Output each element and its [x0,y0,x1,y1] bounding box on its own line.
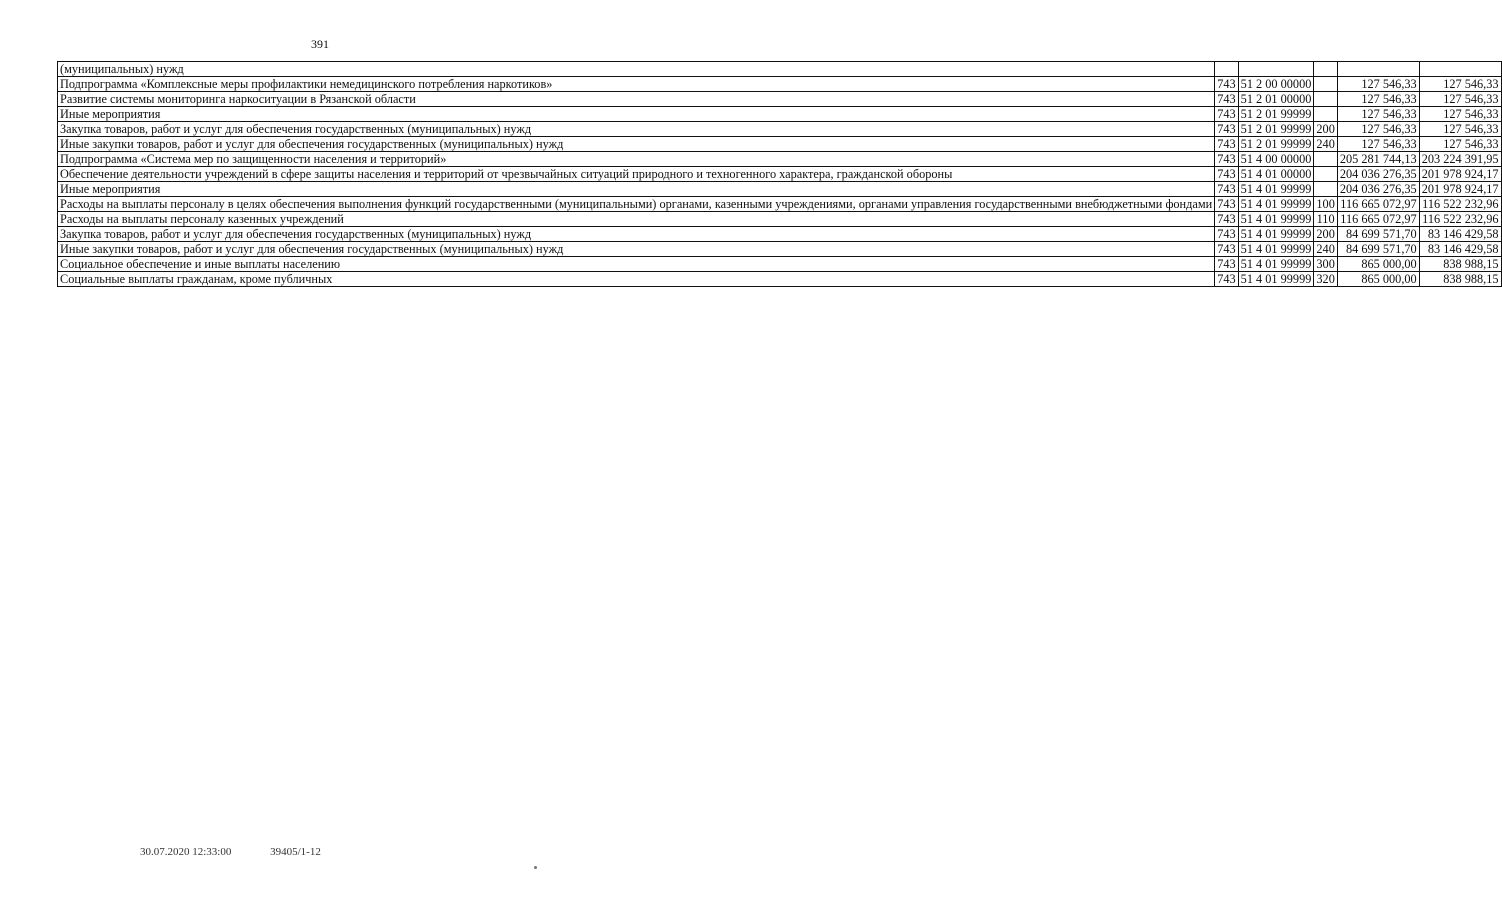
row-name-cell: Подпрограмма «Система мер по защищенности населения и территорий» [58,152,1215,167]
row-department-code-cell: 743 [1215,152,1238,167]
row-amount-executed-cell: 127 546,33 [1419,77,1501,92]
row-amount-executed-cell: 127 546,33 [1419,137,1501,152]
row-expense-type-cell: 200 [1314,122,1337,137]
row-amount-executed-cell: 838 988,15 [1419,272,1501,287]
row-amount-planned-cell: 84 699 571,70 [1337,242,1419,257]
row-expense-type-cell [1314,107,1337,122]
row-department-code-cell: 743 [1215,137,1238,152]
row-target-article-cell: 51 2 00 00000 [1238,77,1314,92]
row-name-cell: Расходы на выплаты персоналу казенных учреждений [58,212,1215,227]
row-department-code-cell: 743 [1215,212,1238,227]
row-name-cell: Расходы на выплаты персоналу в целях обеспечения выполнения функций государственными (муниципальными) органами, казенными учреждениями, органами управления государственными внебюджетными фондами [58,197,1215,212]
row-department-code-cell: 743 [1215,167,1238,182]
row-amount-executed-cell: 83 146 429,58 [1419,242,1501,257]
table-row [58,137,1502,152]
row-expense-type-cell: 100 [1314,197,1337,212]
row-target-article-cell: 51 4 01 99999 [1238,182,1314,197]
table-row [58,197,1502,212]
row-amount-executed-cell: 127 546,33 [1419,107,1501,122]
row-name-cell: Закупка товаров, работ и услуг для обеспечения государственных (муниципальных) нужд [58,227,1215,242]
row-amount-executed-cell: 116 522 232,96 [1419,212,1501,227]
row-department-code-cell: 743 [1215,182,1238,197]
row-target-article-cell: 51 2 01 99999 [1238,122,1314,137]
row-amount-planned-cell: 865 000,00 [1337,272,1419,287]
table-row [58,182,1502,197]
table-row [58,152,1502,167]
row-amount-planned-cell: 204 036 276,35 [1337,182,1419,197]
table-row [58,242,1502,257]
row-expense-type-cell [1314,182,1337,197]
row-department-code-cell: 743 [1215,107,1238,122]
row-target-article-cell: 51 2 01 99999 [1238,137,1314,152]
footer-timestamp: 30.07.2020 12:33:00 [140,846,232,858]
row-expense-type-cell: 200 [1314,227,1337,242]
row-department-code-cell: 743 [1215,242,1238,257]
table-row [58,122,1502,137]
table-row [58,257,1502,272]
table-row [58,107,1502,122]
row-amount-planned-cell: 127 546,33 [1337,92,1419,107]
row-department-code-cell: 743 [1215,122,1238,137]
table-row [58,167,1502,182]
row-name-cell: Социальное обеспечение и иные выплаты населению [58,257,1215,272]
row-target-article-cell [1238,62,1314,77]
row-amount-executed-cell: 201 978 924,17 [1419,182,1501,197]
row-amount-planned-cell: 127 546,33 [1337,137,1419,152]
row-amount-executed-cell: 203 224 391,95 [1419,152,1501,167]
row-department-code-cell [1215,62,1238,77]
row-amount-executed-cell: 83 146 429,58 [1419,227,1501,242]
row-name-cell: Социальные выплаты гражданам, кроме публичных [58,272,1215,287]
budget-table [57,61,1502,287]
row-target-article-cell: 51 2 01 99999 [1238,107,1314,122]
row-amount-planned-cell [1337,62,1419,77]
row-expense-type-cell [1314,92,1337,107]
table-row [58,62,1502,77]
row-target-article-cell: 51 4 01 99999 [1238,257,1314,272]
row-name-cell: Иные мероприятия [58,107,1215,122]
row-amount-planned-cell: 116 665 072,97 [1337,197,1419,212]
row-target-article-cell: 51 4 01 99999 [1238,227,1314,242]
row-department-code-cell: 743 [1215,197,1238,212]
table-row [58,77,1502,92]
row-amount-executed-cell [1419,62,1501,77]
row-department-code-cell: 743 [1215,92,1238,107]
row-expense-type-cell [1314,77,1337,92]
row-expense-type-cell [1314,167,1337,182]
row-department-code-cell: 743 [1215,77,1238,92]
row-department-code-cell: 743 [1215,272,1238,287]
row-target-article-cell: 51 4 01 00000 [1238,167,1314,182]
table-row [58,212,1502,227]
table-row [58,272,1502,287]
row-name-cell: Обеспечение деятельности учреждений в сфере защиты населения и территорий от чрезвычайных ситуаций природного и техногенного характера, гражданской обороны [58,167,1215,182]
document-footer [140,846,321,858]
row-amount-planned-cell: 205 281 744,13 [1337,152,1419,167]
row-name-cell: Развитие системы мониторинга наркоситуации в Рязанской области [58,92,1215,107]
footer-document-id: 39405/1-12 [270,846,321,858]
row-amount-planned-cell: 865 000,00 [1337,257,1419,272]
row-name-cell: Подпрограмма «Комплексные меры профилактики немедицинского потребления наркотиков» [58,77,1215,92]
row-target-article-cell: 51 4 01 99999 [1238,242,1314,257]
row-amount-planned-cell: 127 546,33 [1337,77,1419,92]
row-department-code-cell: 743 [1215,227,1238,242]
row-department-code-cell: 743 [1215,257,1238,272]
row-amount-executed-cell: 127 546,33 [1419,92,1501,107]
table-row [58,227,1502,242]
budget-table-body [58,62,1502,287]
row-target-article-cell: 51 4 01 99999 [1238,272,1314,287]
row-name-cell: Иные мероприятия [58,182,1215,197]
row-name-cell: Закупка товаров, работ и услуг для обеспечения государственных (муниципальных) нужд [58,122,1215,137]
row-target-article-cell: 51 2 01 00000 [1238,92,1314,107]
row-amount-planned-cell: 204 036 276,35 [1337,167,1419,182]
row-amount-executed-cell: 127 546,33 [1419,122,1501,137]
row-amount-planned-cell: 116 665 072,97 [1337,212,1419,227]
row-amount-planned-cell: 127 546,33 [1337,122,1419,137]
row-expense-type-cell: 300 [1314,257,1337,272]
row-expense-type-cell: 240 [1314,137,1337,152]
row-target-article-cell: 51 4 01 99999 [1238,197,1314,212]
row-amount-executed-cell: 201 978 924,17 [1419,167,1501,182]
row-amount-executed-cell: 116 522 232,96 [1419,197,1501,212]
row-expense-type-cell: 110 [1314,212,1337,227]
row-target-article-cell: 51 4 00 00000 [1238,152,1314,167]
row-expense-type-cell: 240 [1314,242,1337,257]
scan-speck [534,866,537,869]
row-name-cell: Иные закупки товаров, работ и услуг для обеспечения государственных (муниципальных) нужд [58,137,1215,152]
row-name-cell: (муниципальных) нужд [58,62,1215,77]
row-amount-executed-cell: 838 988,15 [1419,257,1501,272]
row-expense-type-cell [1314,152,1337,167]
table-row [58,92,1502,107]
row-target-article-cell: 51 4 01 99999 [1238,212,1314,227]
row-amount-planned-cell: 84 699 571,70 [1337,227,1419,242]
row-name-cell: Иные закупки товаров, работ и услуг для обеспечения государственных (муниципальных) нужд [58,242,1215,257]
row-amount-planned-cell: 127 546,33 [1337,107,1419,122]
row-expense-type-cell: 320 [1314,272,1337,287]
page-number: 391 [311,37,329,51]
row-expense-type-cell [1314,62,1337,77]
